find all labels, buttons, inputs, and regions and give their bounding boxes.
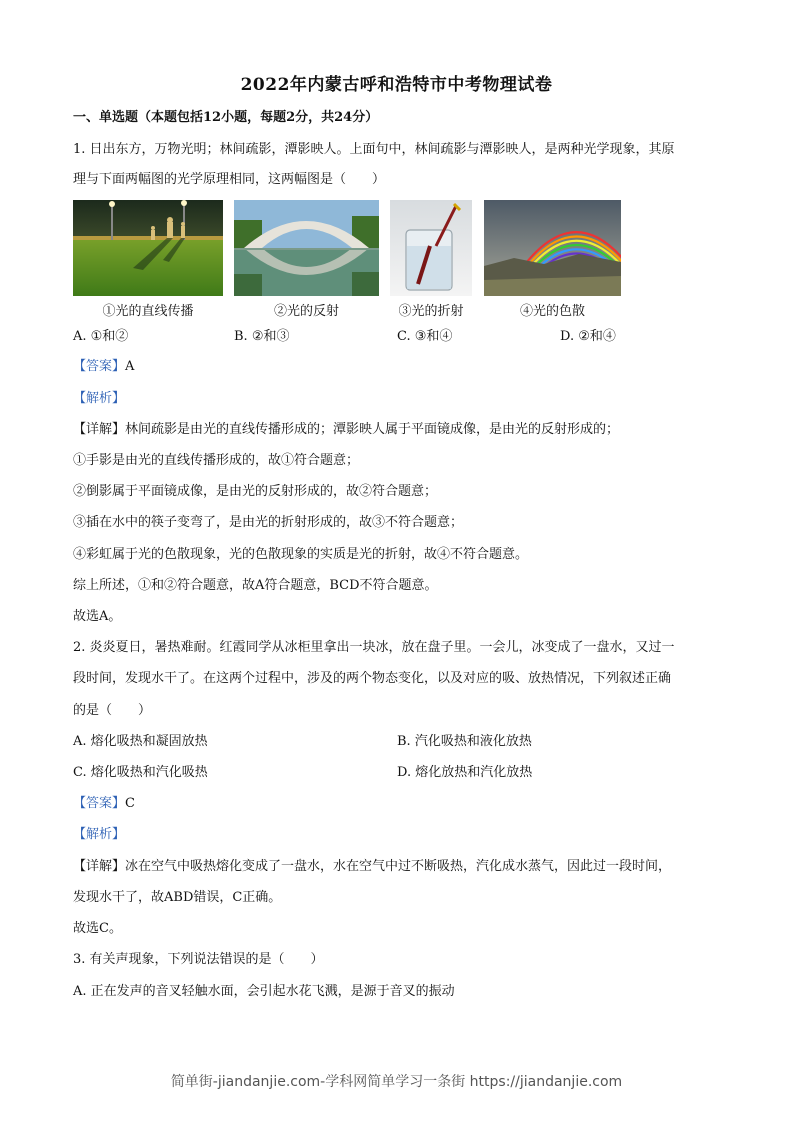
answer-tag: 【答案】 (73, 796, 126, 811)
analysis-tag: 【解析】 (73, 827, 126, 842)
q1-explain-4: ④彩虹属于光的色散现象，光的色散现象的实质是光的折射，故④不符合题意。 (73, 547, 529, 562)
caption-4: ④光的色散 (519, 304, 585, 319)
q1-option-d: D. ②和④ (560, 329, 616, 344)
caption-3: ③光的折射 (398, 304, 464, 319)
q2-option-a: A. 熔化吸热和凝固放热 (73, 734, 208, 749)
caption-2: ②光的反射 (273, 304, 339, 319)
q1-detail (73, 420, 619, 440)
q2-option-b: B. 汽化吸热和液化放热 (397, 734, 532, 749)
q1-option-a: A. ①和② (73, 329, 129, 344)
answer-tag: 【答案】 (73, 359, 126, 374)
q1-detail-text: 林间疏影是由光的直线传播形成的；潭影映人属于平面镜成像，是由光的反射形成的； (125, 422, 620, 437)
q1-explain-1: ①手影是由光的直线传播形成的，故①符合题意； (73, 453, 360, 468)
photo-chopstick-glass (390, 200, 472, 296)
q1-option-c: C. ③和④ (397, 329, 453, 344)
q3-stem: 3. 有关声现象，下列说法错误的是（ ） (73, 952, 324, 967)
q1-explain-2: ②倒影属于平面镜成像，是由光的反射形成的，故②符合题意； (73, 484, 438, 499)
q2-detail-cont: 发现水干了，故ABD错误，C正确。 (73, 890, 282, 905)
q1-option-b: B. ②和③ (234, 329, 290, 344)
q2-option-c: C. 熔化吸热和汽化吸热 (73, 765, 208, 780)
q2-stem-line1: 2. 炎炎夏日，暑热难耐。红霞同学从冰柜里拿出一块冰，放在盘子里。一会儿，冰变成了一盘水，又过一 (73, 640, 675, 655)
photo-shadow-playground (73, 200, 223, 296)
section-heading: 一、单选题（本题包括12小题，每题2分，共24分） (73, 110, 379, 125)
q1-analysis (73, 389, 125, 409)
q1-summary: 综上所述，①和②符合题意，故A符合题意，BCD不符合题意。 (73, 578, 438, 593)
footer-watermark: 简单街-jiandanjie.com-学科网简单学习一条街 https://jiandanjie.com (170, 1074, 623, 1090)
q2-conclusion: 故选C。 (73, 921, 122, 936)
q2-detail (73, 857, 671, 877)
q2-stem-line3: 的是（ ） (73, 703, 152, 718)
photo-rainbow (484, 200, 621, 296)
q2-answer (73, 794, 135, 814)
q1-conclusion: 故选A。 (73, 609, 122, 624)
analysis-tag: 【解析】 (73, 391, 126, 406)
q2-option-d: D. 熔化放热和汽化放热 (397, 765, 533, 780)
q2-answer-value: C (125, 796, 135, 811)
q2-analysis (73, 825, 125, 845)
page-title: 2022年内蒙古呼和浩特市中考物理试卷 (240, 75, 553, 95)
q1-explain-3: ③插在水中的筷子变弯了，是由光的折射形成的，故③不符合题意； (73, 515, 464, 530)
q1-stem-line2: 理与下面两幅图的光学原理相同，这两幅图是（ ） (73, 172, 386, 187)
caption-1: ①光的直线传播 (102, 304, 194, 319)
q1-answer (73, 357, 134, 377)
photo-bridge-reflection (234, 200, 379, 296)
q2-stem-line2: 段时间，发现水干了。在这两个过程中，涉及的两个物态变化，以及对应的吸、放热情况，下列叙述正确 (73, 671, 672, 686)
q1-answer-value: A (125, 359, 135, 374)
q2-detail-text: 冰在空气中吸热熔化变成了一盘水，水在空气中过不断吸热，汽化成水蒸气，因此过一段时间， (125, 859, 672, 874)
detail-tag: 【详解】 (73, 859, 126, 874)
q1-stem-line1: 1. 日出东方，万物光明；林间疏影，潭影映人。上面句中，林间疏影与潭影映人，是两种光学现象，其原 (73, 142, 675, 157)
q3-option-a: A. 正在发声的音叉轻触水面，会引起水花飞溅，是源于音叉的振动 (73, 984, 455, 999)
detail-tag: 【详解】 (73, 422, 126, 437)
